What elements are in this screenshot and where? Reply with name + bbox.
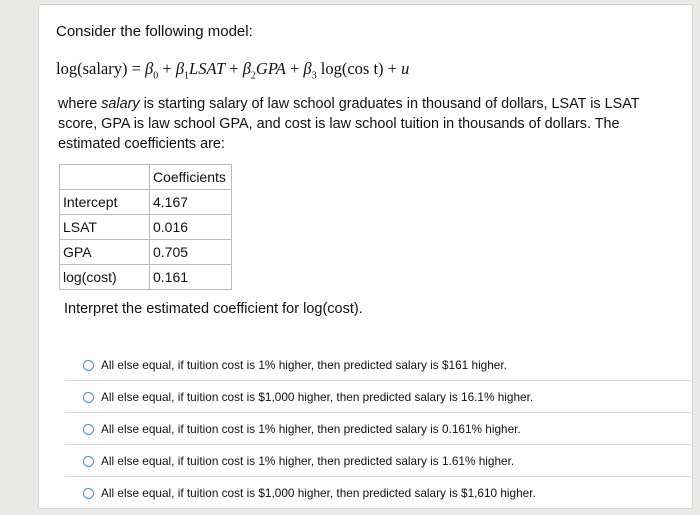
gpa-term: GPA xyxy=(255,59,286,78)
equation-lhs: log(salary) xyxy=(56,59,128,78)
lsat-term: LSAT xyxy=(189,59,226,78)
coefficients-table xyxy=(59,164,232,290)
option-label: All else equal, if tuition cost is 1% higher, then predicted salary is $161 higher. xyxy=(101,358,507,372)
radio-button[interactable] xyxy=(83,488,94,499)
option-label: All else equal, if tuition cost is 1% higher, then predicted salary is 0.161% higher. xyxy=(101,422,521,436)
table-row: LSAT 0.016 xyxy=(60,215,232,240)
radio-button[interactable] xyxy=(83,424,94,435)
question-prompt: Interpret the estimated coefficient for log(cost). xyxy=(64,301,363,317)
answer-option-4[interactable] xyxy=(65,445,692,477)
table-row: log(cost) 0.161 xyxy=(60,265,232,290)
beta2: β xyxy=(242,59,251,78)
answer-option-3[interactable] xyxy=(65,413,692,445)
model-equation: log(salary) = $\beta_0$ + $\beta_1LSAT + \beta_2GPA + \beta_3$ log(cos t) + u xyxy=(56,59,410,82)
table-row: Intercept 4.167 xyxy=(60,190,232,215)
answer-option-2[interactable] xyxy=(65,381,692,413)
radio-button[interactable] xyxy=(83,392,94,403)
answer-option-1[interactable] xyxy=(65,349,692,381)
answer-option-5[interactable] xyxy=(65,477,692,509)
table-header-row xyxy=(60,165,232,190)
table-header: Coefficients xyxy=(150,165,232,190)
option-label: All else equal, if tuition cost is 1% higher, then predicted salary is 1.61% higher. xyxy=(101,454,515,468)
option-label: All else equal, if tuition cost is $1,000 higher, then predicted salary is $1,610 higher. xyxy=(101,486,536,500)
question-card xyxy=(38,4,693,509)
intro-text: Consider the following model: xyxy=(56,23,253,40)
beta0: β xyxy=(145,59,154,78)
error-term: u xyxy=(401,59,410,78)
logcost-term: log(cos t) xyxy=(320,59,384,78)
beta3: β xyxy=(303,59,312,78)
option-label: All else equal, if tuition cost is $1,000 higher, then predicted salary is 16.1% higher. xyxy=(101,390,534,404)
radio-button[interactable] xyxy=(83,456,94,467)
model-description: where salary is starting salary of law school graduates in thousand of dollars, LSAT is LSAT score, GPA is law school GPA, and cost is law school tuition in thousands of dollars. The estimated coefficients are: xyxy=(58,96,640,152)
answer-options xyxy=(65,349,692,509)
beta1: β xyxy=(175,59,185,78)
table-row: GPA 0.705 xyxy=(60,240,232,265)
radio-button[interactable] xyxy=(83,360,94,371)
